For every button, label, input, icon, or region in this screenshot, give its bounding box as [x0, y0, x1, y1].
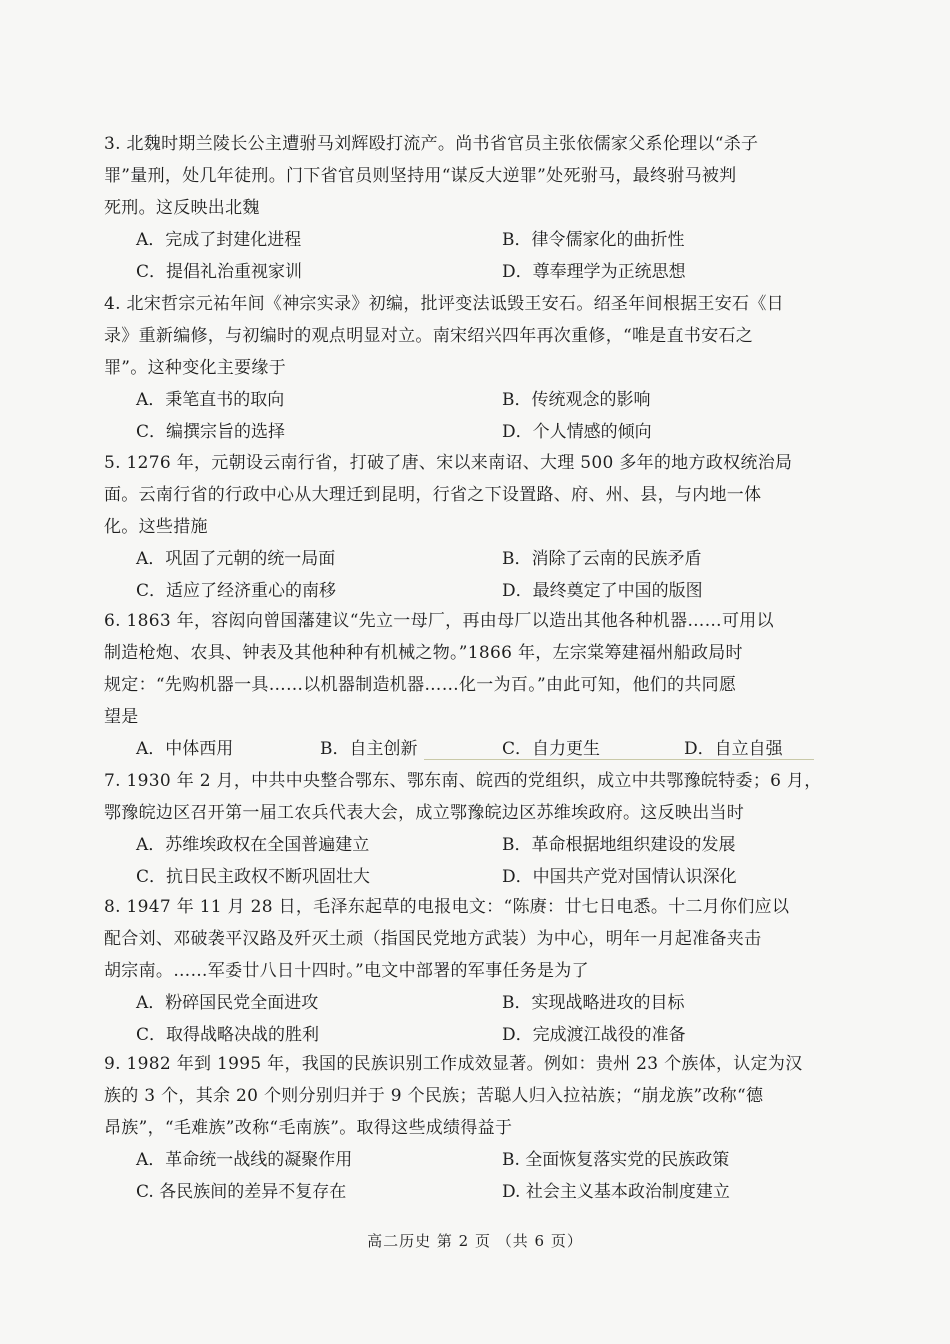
question-7 [104, 765, 820, 893]
option-b: B．传统观念的影响 [502, 390, 651, 410]
question-stem-line: 配合刘、邓破袭平汉路及歼灭土顽（指国民党地方武装）为中心，明年一月起准备夹击 [104, 929, 762, 949]
option-b: B．消除了云南的民族矛盾 [502, 549, 702, 569]
options-row [104, 543, 820, 575]
option-d: D．个人情感的倾向 [502, 422, 652, 442]
question-stem-line: 4. 北宋哲宗元祐年间《神宗实录》初编，批评变法诋毁王安石。绍圣年间根据王安石《日 [104, 294, 784, 314]
option-b: B．律令儒家化的曲折性 [502, 230, 685, 250]
option-b: B．自主创新 [320, 739, 418, 759]
question-3 [104, 128, 820, 288]
question-stem-line: 族的 3 个，其余 20 个则分别归并于 9 个民族；苦聪人归入拉祜族；“崩龙族”改称“德 [104, 1086, 764, 1106]
question-stem-line: 化。这些措施 [104, 517, 208, 537]
option-d: D．最终奠定了中国的版图 [502, 581, 703, 601]
question-6 [104, 605, 820, 765]
option-a: A．革命统一战线的凝聚作用 [136, 1150, 353, 1170]
option-c: C．提倡礼治重视家训 [136, 262, 303, 282]
option-c: C．适应了经济重心的南移 [136, 581, 337, 601]
option-c: C．自力更生 [502, 739, 601, 759]
options-row [104, 861, 820, 893]
options-row [104, 416, 820, 448]
options-row [104, 256, 820, 288]
question-stem-line: 6. 1863 年，容闳向曾国藩建议“先立一母厂，再由母厂以造出其他各种机器……可用以 [104, 611, 774, 631]
page-footer: 高二历史 第 2 页 （共 6 页） [367, 1232, 583, 1250]
question-stem-line: 规定：“先购机器一具……以机器制造机器……化一为百。”由此可知，他们的共同愿 [104, 675, 737, 695]
option-c: C．编撰宗旨的选择 [136, 422, 286, 442]
question-stem-line: 死刑。这反映出北魏 [104, 198, 260, 218]
option-c: C. 各民族间的差异不复存在 [136, 1182, 347, 1202]
option-d: D．尊奉理学为正统思想 [502, 262, 686, 282]
option-d: D．中国共产党对国情认识深化 [502, 867, 737, 887]
options-row [104, 1144, 820, 1176]
question-4 [104, 288, 820, 448]
options-row [104, 733, 820, 765]
question-stem-line: 昂族”，“毛难族”改称“毛南族”。取得这些成绩得益于 [104, 1118, 513, 1138]
options-row [104, 384, 820, 416]
options-row [104, 829, 820, 861]
option-b: B. 全面恢复落实党的民族政策 [502, 1150, 730, 1170]
question-stem-line: 面。云南行省的行政中心从大理迁到昆明，行省之下设置路、府、州、县，与内地一体 [104, 485, 762, 505]
pencil-underline [424, 759, 814, 760]
options-row [104, 1019, 820, 1051]
question-stem-line: 9. 1982 年到 1995 年，我国的民族识别工作成效显著。例如：贵州 23 个族体，认定为汉 [104, 1054, 803, 1074]
question-stem-line: 罪”。这种变化主要缘于 [104, 358, 286, 378]
question-stem-line: 制造枪炮、农具、钟表及其他种种有机械之物。”1866 年，左宗棠筹建福州船政局时 [104, 643, 743, 663]
option-a: A．苏维埃政权在全国普遍建立 [136, 835, 370, 855]
question-stem-line: 7. 1930 年 2 月，中共中央整合鄂东、鄂东南、皖西的党组织，成立中共鄂豫皖特委；6 月， [104, 771, 822, 791]
option-c: C．抗日民主政权不断巩固壮大 [136, 867, 371, 887]
question-stem-line: 罪”量刑，处几年徒刑。门下省官员则坚持用“谋反大逆罪”处死驸马，最终驸马被判 [104, 166, 737, 186]
question-stem-line: 胡宗南。……军委廿八日十四时。”电文中部署的军事任务是为了 [104, 961, 589, 981]
option-a: A．粉碎国民党全面进攻 [136, 993, 319, 1013]
question-stem-line: 8. 1947 年 11 月 28 日，毛泽东起草的电报电文：“陈赓：廿七日电悉。十二月你们应以 [104, 897, 790, 917]
option-d: D. 社会主义基本政治制度建立 [502, 1182, 730, 1202]
options-row [104, 575, 820, 607]
question-8 [104, 891, 820, 1051]
question-stem-line: 5. 1276 年，元朝设云南行省，打破了唐、宋以来南诏、大理 500 多年的地方政权统治局 [104, 453, 793, 473]
question-stem-line: 鄂豫皖边区召开第一届工农兵代表大会，成立鄂豫皖边区苏维埃政府。这反映出当时 [104, 803, 745, 823]
option-d: D．自立自强 [684, 739, 783, 759]
option-b: B．实现战略进攻的目标 [502, 993, 685, 1013]
question-stem-line: 望是 [104, 707, 139, 727]
option-b: B．革命根据地组织建设的发展 [502, 835, 736, 855]
question-9 [104, 1048, 820, 1208]
question-5 [104, 447, 820, 607]
option-d: D．完成渡江战役的准备 [502, 1025, 686, 1045]
option-c: C．取得战略决战的胜利 [136, 1025, 320, 1045]
option-a: A．巩固了元朝的统一局面 [136, 549, 336, 569]
question-stem-line: 3. 北魏时期兰陵长公主遭驸马刘辉殴打流产。尚书省官员主张依儒家父系伦理以“杀子 [104, 134, 759, 154]
options-row [104, 987, 820, 1019]
option-a: A．秉笔直书的取向 [136, 390, 285, 410]
option-a: A．中体西用 [136, 739, 234, 759]
options-row [104, 224, 820, 256]
question-stem-line: 录》重新编修，与初编时的观点明显对立。南宋绍兴四年再次重修，“唯是直书安石之 [104, 326, 754, 346]
option-a: A．完成了封建化进程 [136, 230, 302, 250]
options-row [104, 1176, 820, 1208]
